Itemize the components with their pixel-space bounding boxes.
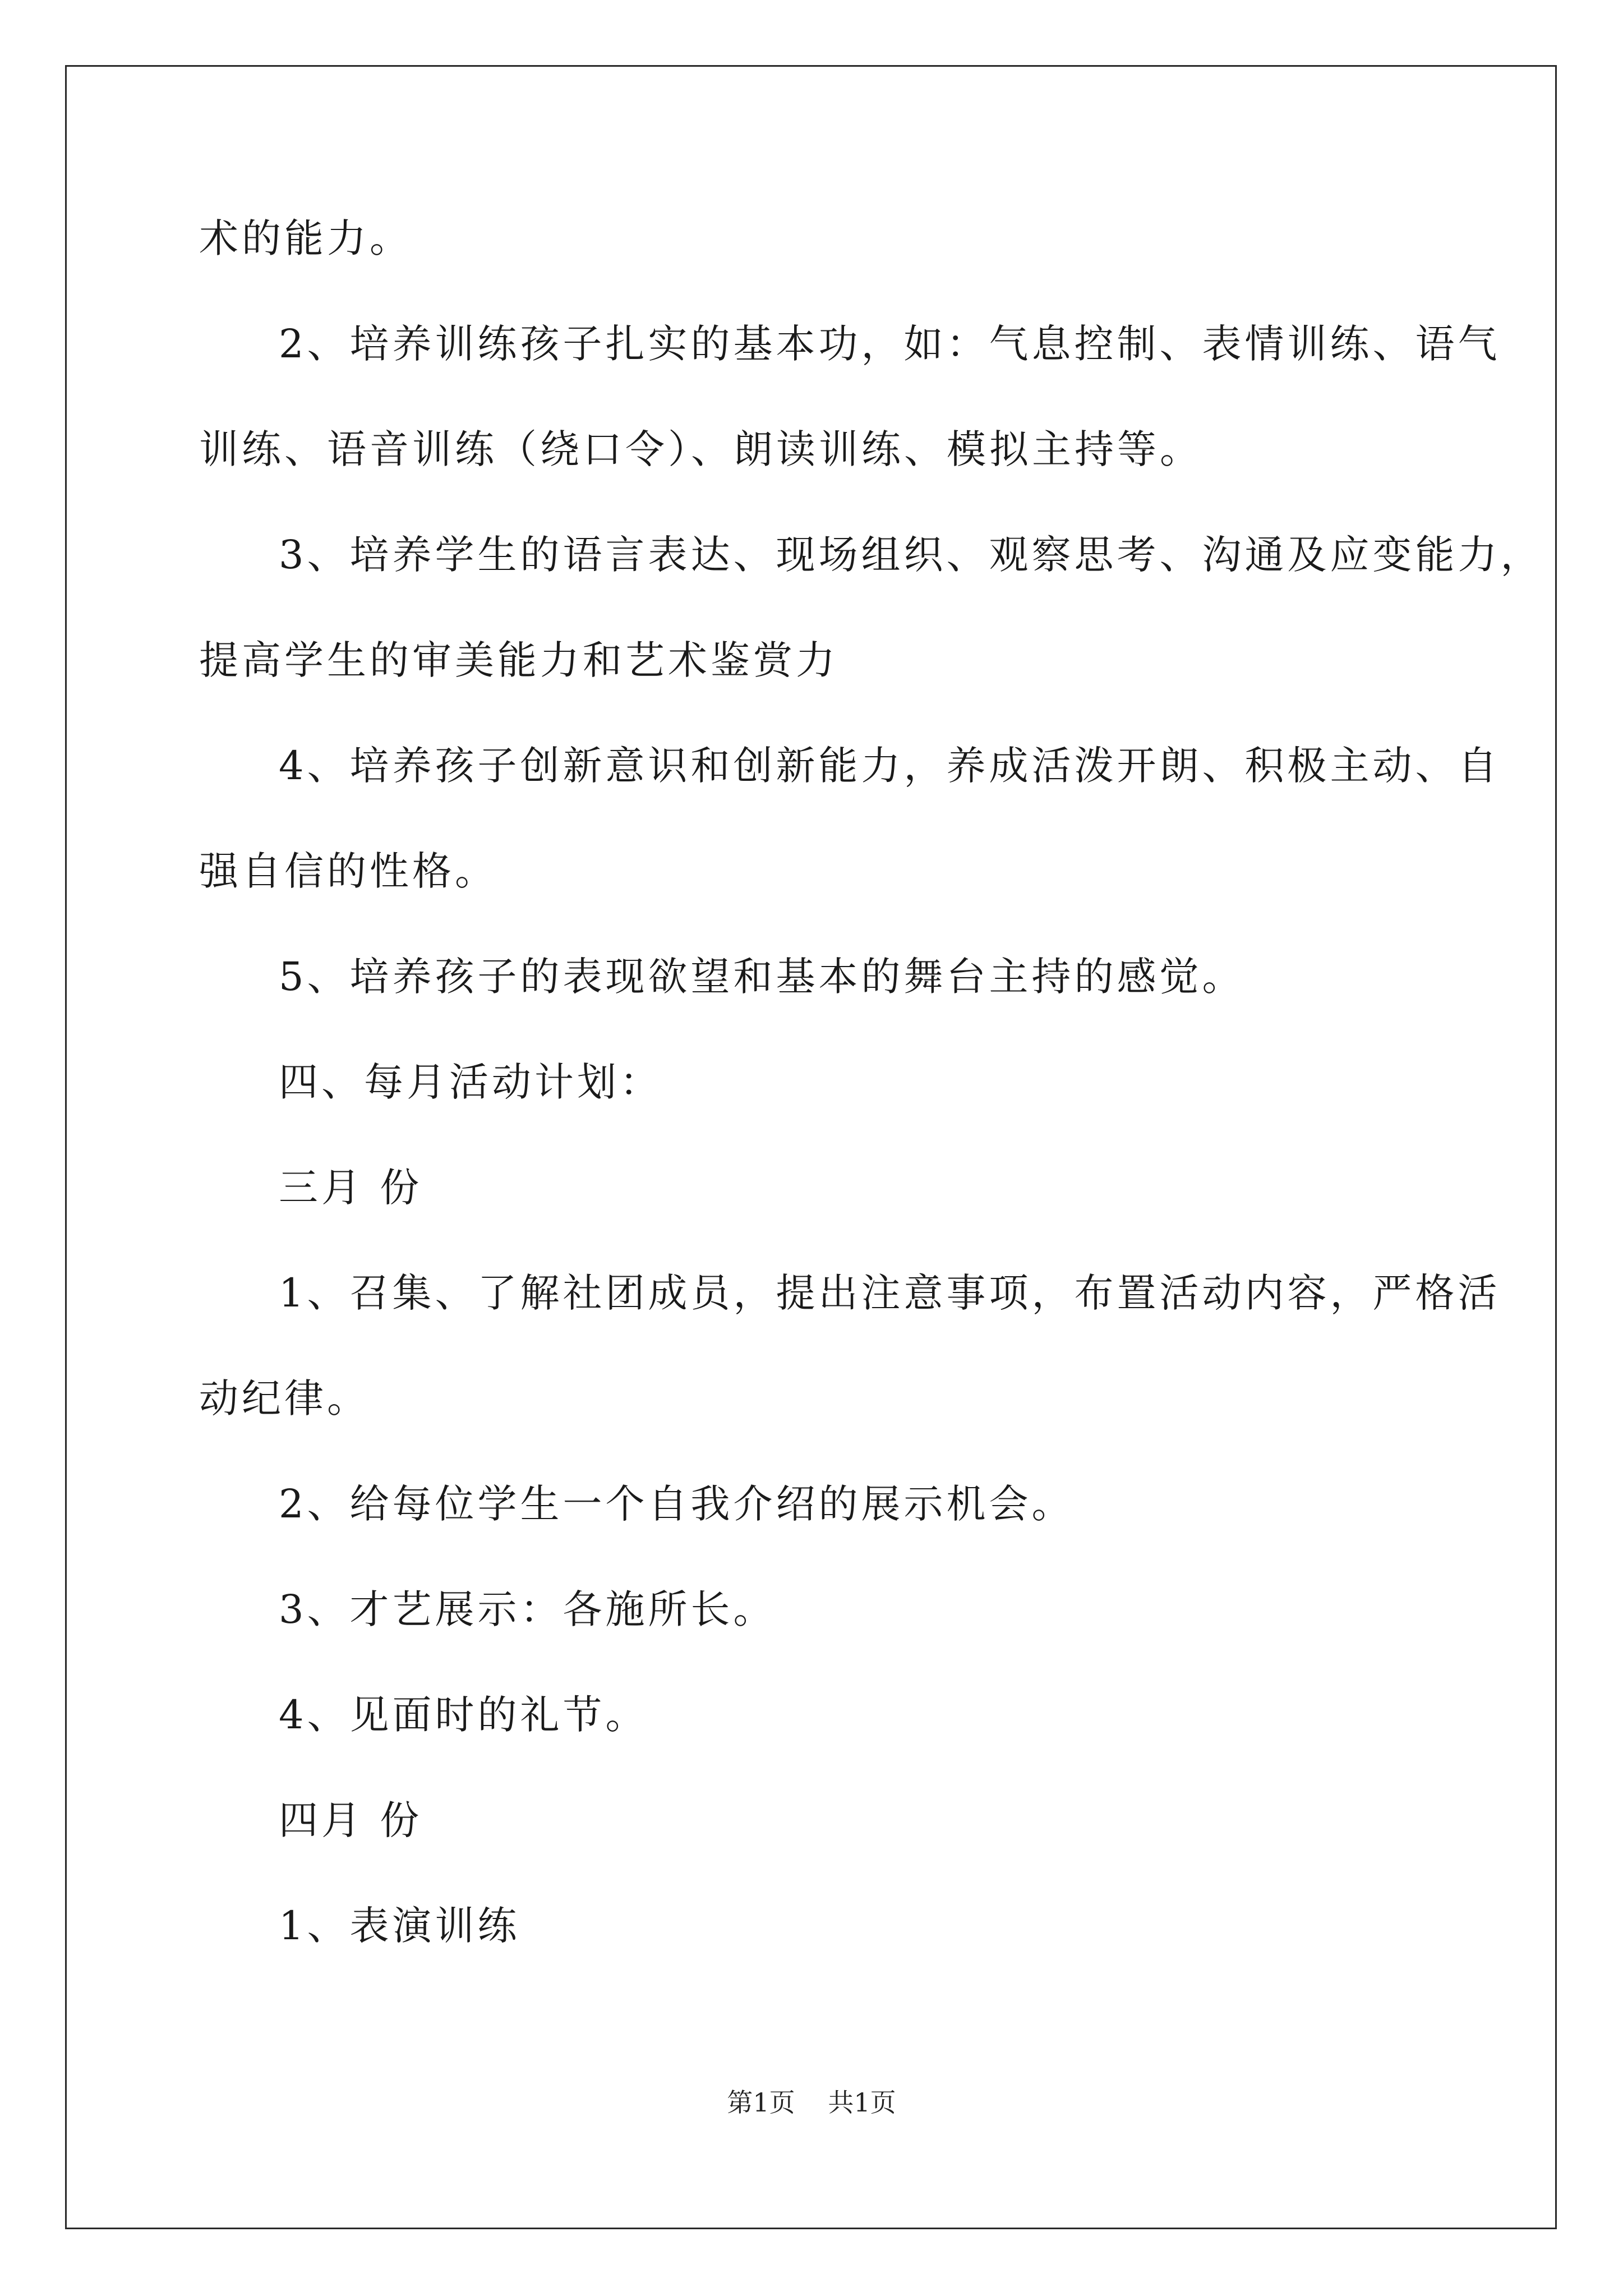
page-total: 共1页	[828, 2087, 896, 2118]
text-line: 3、才艺展示：各施所长。	[279, 1586, 776, 1632]
text-line: 2、给每位学生一个自我介绍的展示机会。	[279, 1481, 1075, 1527]
text-line: 3、培养学生的语言表达、现场组织、观察思考、沟通及应变能力，	[279, 532, 1543, 578]
text-line: 训练、语音训练（绕口令）、朗读训练、模拟主持等。	[199, 426, 1202, 472]
text-line: 提高学生的审美能力和艺术鉴赏力	[199, 637, 838, 683]
text-line: 2、培养训练孩子扎实的基本功，如：气息控制、表情训练、语气	[279, 321, 1501, 367]
section-heading: 四、每月活动计划：	[279, 1059, 662, 1105]
text-line: 1、表演训练	[279, 1903, 520, 1949]
text-line: 1、召集、了解社团成员，提出注意事项，布置活动内容，严格活	[279, 1270, 1501, 1316]
text-line: 强自信的性格。	[199, 848, 497, 894]
month-heading: 三月 份	[279, 1165, 423, 1211]
text-line: 5、培养孩子的表现欲望和基本的舞台主持的感觉。	[279, 954, 1245, 1000]
month-heading: 四月 份	[279, 1797, 423, 1843]
text-line: 动纪律。	[199, 1375, 370, 1421]
text-line: 术的能力。	[199, 215, 412, 261]
text-line: 4、见面时的礼节。	[279, 1692, 648, 1738]
page-footer	[0, 2086, 1623, 2119]
page-number: 第1页	[727, 2087, 795, 2118]
text-line: 4、培养孩子创新意识和创新能力，养成活泼开朗、积极主动、自	[279, 743, 1501, 789]
